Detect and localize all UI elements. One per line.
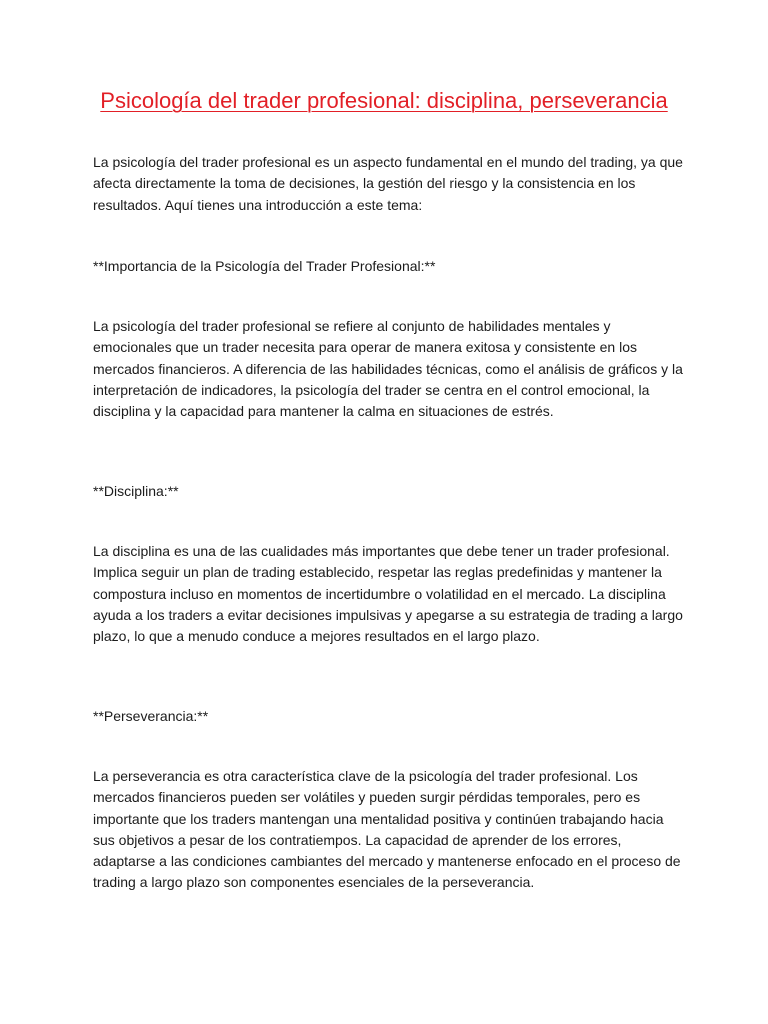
- section-paragraph-perseverancia: La perseverancia es otra característica clave de la psicología del trader profesional. Los mercados financieros pueden ser volátiles y pueden surgir pérdidas temporales, pero es importante que los traders mantengan una mentalidad positiva y continúen trabajando hacia sus objetivos a pesar de los contratiempos. La capacidad de aprender de los errores, adaptarse a las condiciones cambiantes del mercado y mantenerse enfocado en el proceso de trading a largo plazo son componentes esenciales de la perseverancia.: [93, 768, 681, 891]
- section-heading-disciplina: **Disciplina:**: [93, 483, 179, 499]
- document-title: Psicología del trader profesional: disciplina, perseverancia: [100, 88, 668, 113]
- section-paragraph-disciplina: La disciplina es una de las cualidades más importantes que debe tener un trader profesional. Implica seguir un plan de trading establecido, respetar las reglas predefinidas y mantener la compostura incluso en momentos de incertidumbre o volatilidad en el mercado. La disciplina ayuda a los traders a evitar decisiones impulsivas y apegarse a su estrategia de trading a largo plazo, lo que a menudo conduce a mejores resultados en el largo plazo.: [93, 543, 683, 645]
- section-heading-perseverancia: **Perseverancia:**: [93, 708, 209, 724]
- intro-paragraph: La psicología del trader profesional es un aspecto fundamental en el mundo del trading, ya que afecta directamente la toma de decisiones, la gestión del riesgo y la consistencia en los resultados. Aquí tienes una introducción a este tema:: [93, 154, 683, 213]
- section-heading-importancia: **Importancia de la Psicología del Trader Profesional:**: [93, 258, 436, 274]
- section-paragraph-importancia: La psicología del trader profesional se refiere al conjunto de habilidades mentales y emocionales que un trader necesita para operar de manera exitosa y consistente en los mercados financieros. A diferencia de las habilidades técnicas, como el análisis de gráficos y la interpretación de indicadores, la psicología del trader se centra en el control emocional, la disciplina y la capacidad para mantener la calma en situaciones de estrés.: [93, 318, 683, 420]
